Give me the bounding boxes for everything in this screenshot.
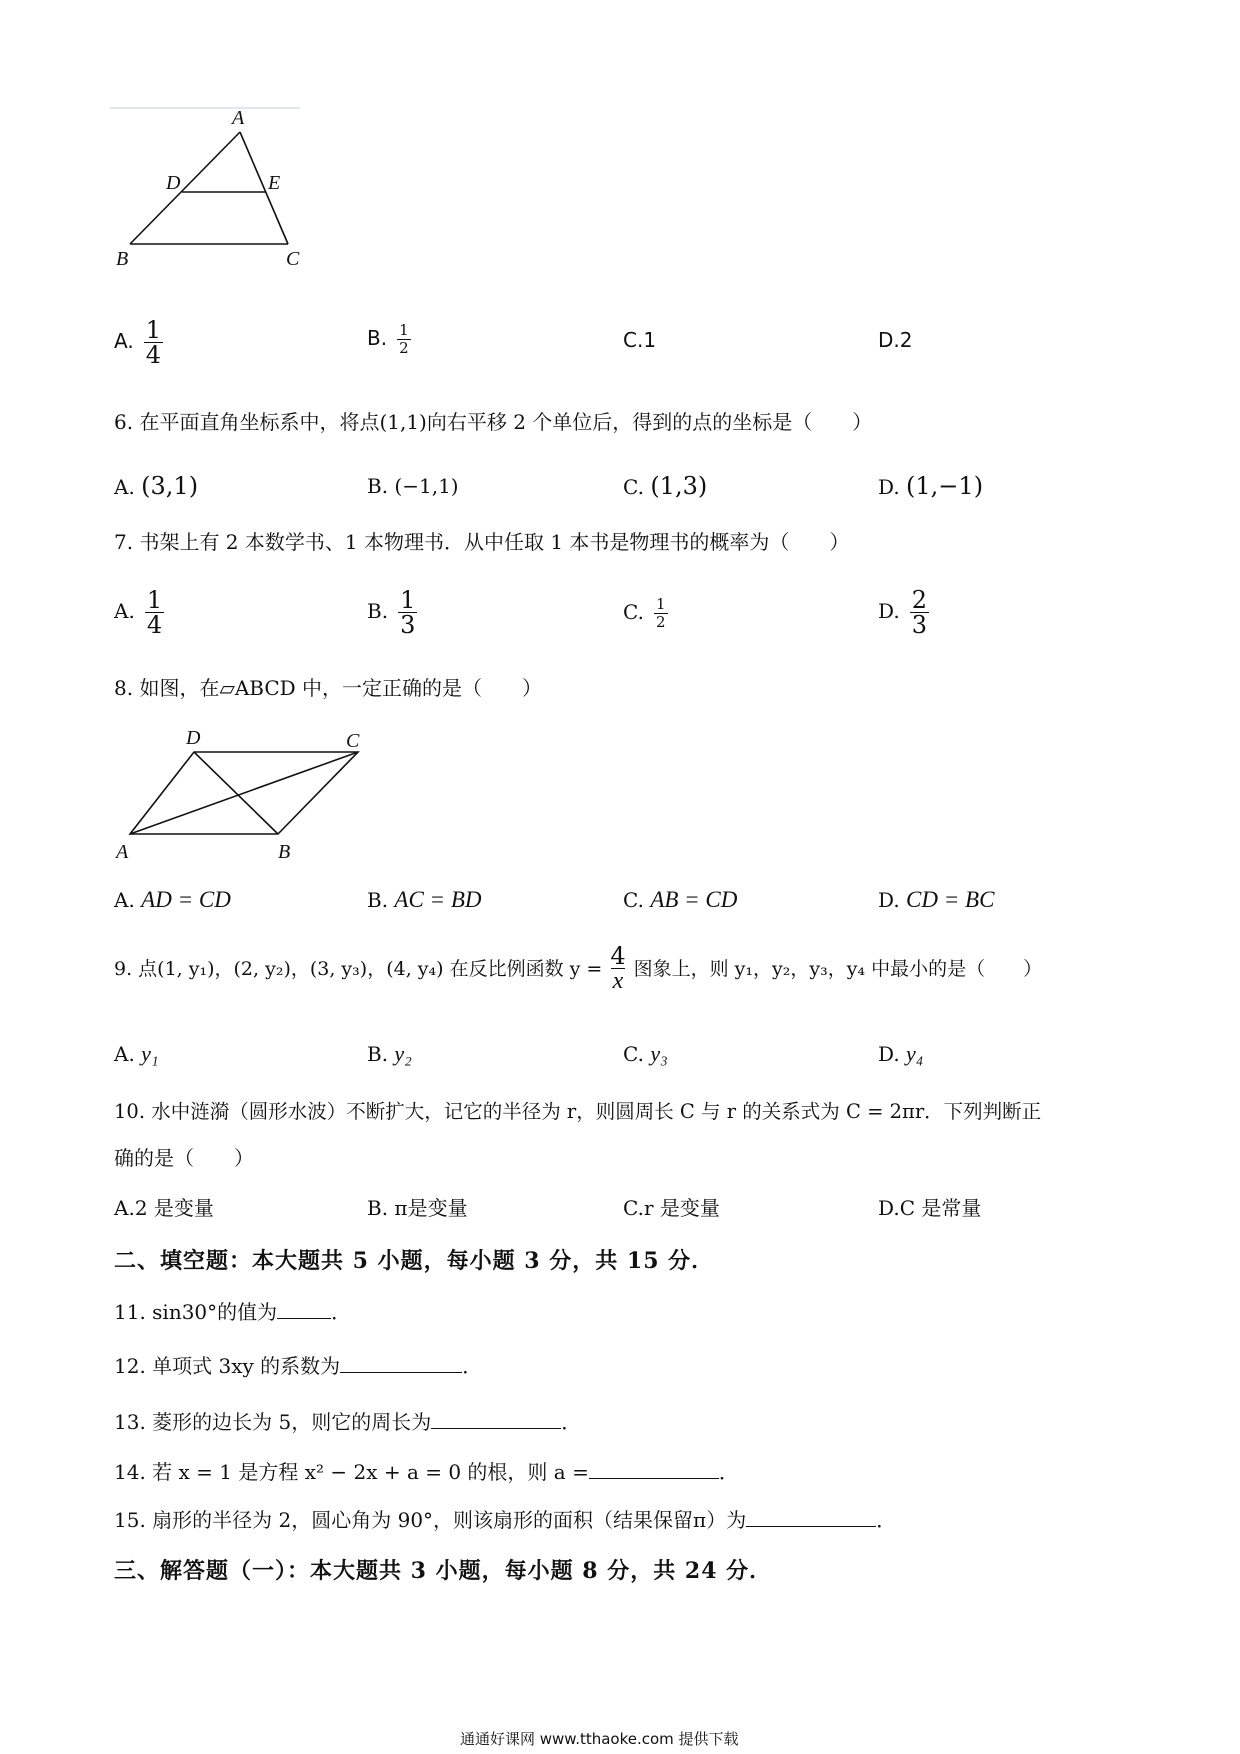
question-7: 7. 书架上有 2 本数学书、1 本物理书．从中任取 1 本书是物理书的概率为（ ）	[114, 530, 850, 554]
fraction: $\frac{4}{x}$	[610, 942, 626, 994]
q7-option-a[interactable]	[114, 588, 164, 637]
option-label: C.	[623, 888, 644, 912]
q10-option-d[interactable]	[878, 1194, 981, 1222]
option-value: y₂	[394, 1041, 412, 1066]
q7-option-b[interactable]	[367, 588, 417, 637]
label-d: D	[186, 727, 201, 749]
q9-option-d[interactable]	[878, 1040, 923, 1068]
label-a: A	[116, 841, 129, 863]
option-label: C.	[623, 475, 644, 499]
question-10-line-2: 确的是（ ）	[114, 1146, 254, 1170]
option-label: A.	[114, 888, 135, 912]
q6-option-c[interactable]	[623, 472, 707, 501]
parallelogram-figure	[110, 726, 380, 866]
question-9-suffix: 图象上，则 y₁，y₂，y₃，y₄ 中最小的是（ ）	[633, 957, 1043, 980]
question-8: 8. 如图，在▱ABCD 中，一定正确的是（ ）	[114, 676, 543, 700]
option-label: B.	[367, 474, 389, 498]
option-value: y₃	[650, 1041, 668, 1066]
option-value: AC = BD	[394, 887, 482, 912]
answer-blank[interactable]	[277, 1296, 331, 1319]
q6-option-b[interactable]	[367, 472, 459, 500]
q8-option-a[interactable]	[114, 886, 231, 914]
option-label: D.	[878, 1042, 900, 1066]
answer-blank[interactable]	[589, 1456, 719, 1479]
question-14-text: 14. 若 x = 1 是方程 x² − 2x + a = 0 的根，则 a =	[114, 1460, 589, 1484]
question-13-text: 13. 菱形的边长为 5，则它的周长为	[114, 1410, 432, 1434]
option-label: A.	[114, 599, 135, 623]
side-ab	[130, 132, 240, 244]
q8-option-d[interactable]	[878, 886, 994, 914]
label-a: A	[232, 107, 245, 129]
option-label: C.	[623, 600, 644, 624]
question-9-prefix: 9. 点(1, y₁)，(2, y₂)，(3, y₃)，(4, y₄) 在反比例函数 y =	[114, 957, 603, 980]
q9-option-a[interactable]	[114, 1040, 159, 1068]
question-13	[114, 1406, 581, 1436]
option-label: C.	[623, 1042, 644, 1066]
question-6: 6. 在平面直角坐标系中，将点(1,1)向右平移 2 个单位后，得到的点的坐标是（ ）	[114, 410, 873, 434]
option-value: (3,1)	[141, 472, 199, 500]
period: ．	[462, 1354, 483, 1378]
label-d: D	[166, 172, 181, 194]
option-label: B.	[367, 888, 389, 912]
option-value: AB = CD	[650, 887, 738, 912]
fraction: $\frac{1}{4}$	[146, 586, 163, 639]
q5-option-d[interactable]	[878, 326, 913, 354]
answer-blank[interactable]	[431, 1406, 561, 1429]
option-label: B.	[367, 326, 388, 350]
fraction: $\frac{1}{2}$	[655, 595, 666, 631]
fraction: $\frac{2}{3}$	[911, 586, 927, 639]
option-value: y₁	[141, 1041, 159, 1066]
option-value: 1	[643, 328, 657, 352]
option-label: D.	[878, 599, 900, 623]
option-label: C.	[623, 328, 644, 352]
period: ．	[718, 1460, 739, 1484]
label-e: E	[268, 172, 281, 194]
q7-option-c[interactable]	[623, 596, 668, 631]
section-2-heading: 二、填空题：本大题共 5 小题，每小题 3 分，共 15 分．	[114, 1248, 715, 1274]
q9-option-c[interactable]	[623, 1040, 668, 1068]
option-label: D.	[878, 328, 900, 352]
page-footer: 通通好课网 www.tthaoke.com 提供下载	[460, 1730, 739, 1748]
question-15	[114, 1504, 896, 1534]
option-label: D.	[878, 475, 900, 499]
fraction: $\frac{1}{3}$	[400, 586, 416, 639]
question-12-text: 12. 单项式 3xy 的系数为	[114, 1354, 341, 1378]
q10-option-a[interactable]	[114, 1194, 214, 1222]
diagonal-ac	[130, 752, 358, 834]
option-label: B.	[367, 1196, 389, 1220]
option-label: C.	[623, 1196, 644, 1220]
option-value: y₄	[906, 1041, 924, 1066]
question-11-text: 11. sin30°的值为	[114, 1300, 278, 1324]
triangle-figure	[110, 100, 310, 280]
option-value: 2 是变量	[134, 1196, 214, 1220]
question-15-text: 15. 扇形的半径为 2，圆心角为 90°，则该扇形的面积（结果保留π）为	[114, 1508, 747, 1532]
label-c: C	[286, 248, 300, 270]
q10-option-c[interactable]	[623, 1194, 720, 1222]
q6-option-a[interactable]	[114, 472, 198, 501]
q5-option-a[interactable]	[114, 318, 163, 367]
q10-option-b[interactable]	[367, 1194, 468, 1222]
option-value: π是变量	[394, 1196, 468, 1220]
option-value: r 是变量	[643, 1196, 720, 1220]
option-value: (−1,1)	[394, 474, 459, 498]
question-10-line-1: 10. 水中涟漪（圆形水波）不断扩大，记它的半径为 r，则圆周长 C 与 r 的关系式为 C = 2πr．下列判断正	[114, 1100, 1042, 1123]
section-3-heading: 三、解答题（一）：本大题共 3 小题，每小题 8 分，共 24 分．	[114, 1558, 773, 1584]
q9-option-b[interactable]	[367, 1040, 412, 1068]
question-12	[114, 1350, 482, 1380]
option-value: C 是常量	[899, 1196, 982, 1220]
q8-option-b[interactable]	[367, 886, 482, 914]
option-label: A.	[114, 1196, 135, 1220]
fraction: $\frac{1}{4}$	[145, 316, 161, 369]
option-label: B.	[367, 1042, 389, 1066]
answer-blank[interactable]	[746, 1504, 876, 1527]
option-value: CD = BC	[906, 887, 995, 912]
question-9	[114, 944, 1042, 993]
option-value: AD = CD	[141, 887, 231, 912]
q6-option-d[interactable]	[878, 472, 983, 501]
option-value: (1,−1)	[906, 472, 984, 500]
answer-blank[interactable]	[340, 1350, 462, 1373]
option-label: A.	[114, 329, 134, 353]
option-label: A.	[114, 1042, 135, 1066]
q8-option-c[interactable]	[623, 886, 737, 914]
option-label: D.	[878, 1196, 900, 1220]
label-b: B	[278, 841, 291, 863]
question-14	[114, 1456, 739, 1486]
option-label: A.	[114, 475, 135, 499]
option-label: B.	[367, 599, 389, 623]
option-label: D.	[878, 888, 900, 912]
period: ．	[876, 1508, 897, 1532]
period: ．	[331, 1300, 352, 1324]
question-11	[114, 1296, 351, 1326]
fraction: $\frac{1}{2}$	[399, 321, 409, 357]
option-value: (1,3)	[650, 472, 708, 500]
q7-option-d[interactable]	[878, 588, 929, 637]
option-value: 2	[899, 328, 913, 352]
side-ac	[240, 132, 288, 244]
label-b: B	[116, 248, 129, 270]
q5-option-b[interactable]	[367, 322, 411, 357]
diagonal-bd	[194, 752, 278, 834]
period: ．	[561, 1410, 582, 1434]
label-c: C	[346, 730, 360, 752]
q5-option-c[interactable]	[623, 326, 656, 354]
